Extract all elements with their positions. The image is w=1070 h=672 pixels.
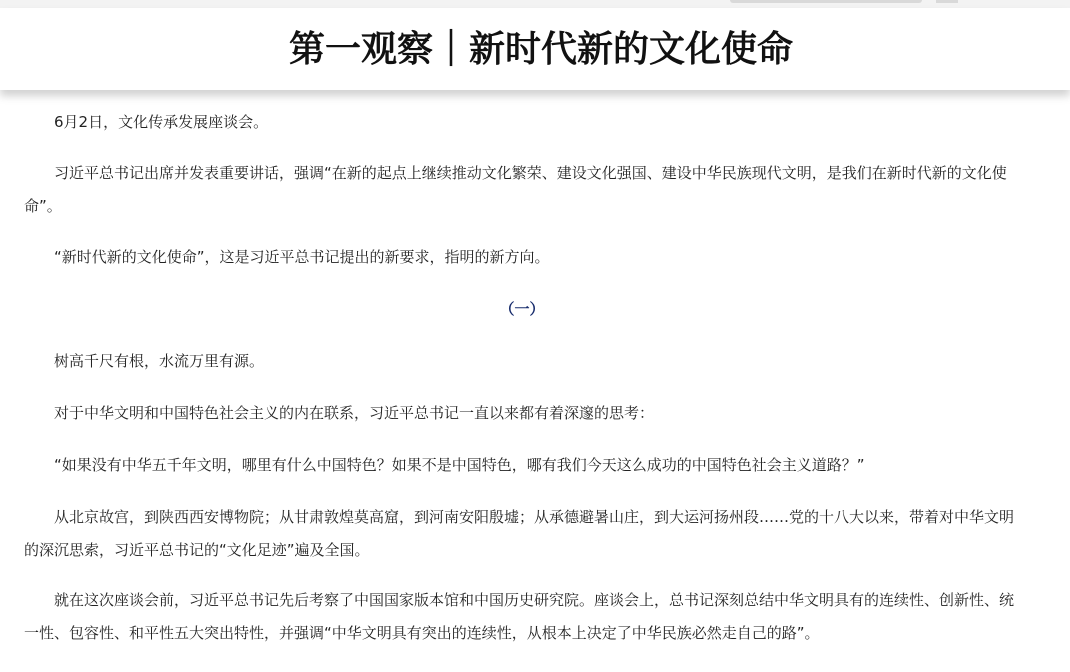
paragraph: “如果没有中华五千年文明，哪里有什么中国特色？如果不是中国特色，哪有我们今天这么成功的中国特色社会主义道路？” xyxy=(54,456,865,474)
paragraph: 6月2日，文化传承发展座谈会。 xyxy=(54,113,269,131)
browser-tab-hint xyxy=(730,0,922,3)
article-header xyxy=(0,8,1070,90)
paragraph: 习近平总书记出席并发表重要讲话，强调“在新的起点上继续推动文化繁荣、建设文化强国、建设中华民族现代文明，是我们在新时代新的文化使命”。 xyxy=(24,164,1007,215)
section-marker: （一） xyxy=(499,300,545,318)
paragraph: “新时代新的文化使命”，这是习近平总书记提出的新要求，指明的新方向。 xyxy=(54,248,550,266)
paragraph: 就在这次座谈会前，习近平总书记先后考察了中国国家版本馆和中国历史研究院。座谈会上，总书记深刻总结中华文明具有的连续性、创新性、统一性、包容性、和平性五大突出特性，并强调“中华文明具有突出的连续性，从根本上决定了中华民族必然走自己的路”。 xyxy=(24,591,1015,642)
browser-button-hint xyxy=(936,0,958,3)
paragraph: 树高千尺有根，水流万里有源。 xyxy=(54,352,265,370)
paragraph: 对于中华文明和中国特色社会主义的内在联系，习近平总书记一直以来都有着深邃的思考： xyxy=(54,404,655,422)
paragraph: 从北京故宫，到陕西西安博物院；从甘肃敦煌莫高窟，到河南安阳殷墟；从承德避暑山庄，到大运河扬州段……党的十八大以来，带着对中华文明的深沉思索，习近平总书记的“文化足迹”遍及全国。 xyxy=(24,508,1015,559)
article-title: 第一观察｜新时代新的文化使命 xyxy=(288,29,793,70)
